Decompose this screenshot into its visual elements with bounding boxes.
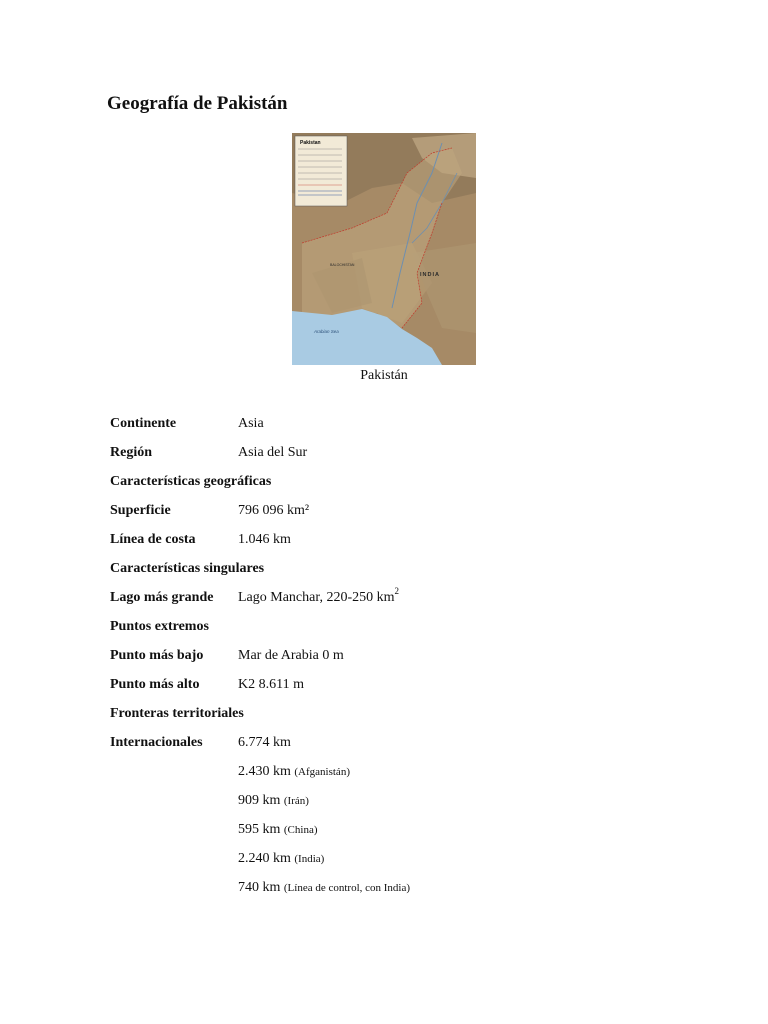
map-label-sea: Arabian Sea [314,329,339,334]
row-value [238,445,307,461]
row-label: Internacionales [110,735,203,750]
table-row [110,764,410,793]
section-heading: Características singulares [110,561,265,576]
table-row [110,586,410,619]
row-label: Lago más grande [110,590,214,605]
section-heading-row [110,561,410,590]
row-value [238,880,410,896]
row-label: Punto más bajo [110,648,204,663]
page-title: Geografía de Pakistán [107,93,288,114]
table-row [110,648,410,677]
section-heading-row [110,474,410,503]
row-value-text: 595 km [238,822,281,837]
row-value-note: (Irán) [283,795,309,807]
row-value-text: 796 096 km² [238,503,310,518]
section-heading: Características geográficas [110,474,272,489]
map-caption: Pakistán [360,368,408,383]
row-value-text: Lago Manchar, 220-250 km [238,590,395,605]
row-value-text: Mar de Arabia 0 m [238,648,344,663]
row-value-text: 2.240 km [238,851,291,866]
row-value-note: (China) [283,824,318,836]
table-row [110,416,410,445]
row-value-text: 909 km [238,793,281,808]
table-row [110,851,410,880]
section-heading-row [110,706,410,735]
map-label-india: INDIA [420,272,440,278]
row-value [238,532,291,548]
row-value [238,735,291,751]
row-value-note: (India) [294,853,325,865]
table-row [110,503,410,532]
section-heading-row [110,619,410,648]
table-row [110,677,410,706]
row-value [238,503,309,519]
table-row [110,880,410,909]
row-value-superscript: 2 [394,586,400,597]
table-row [110,532,410,561]
row-value-text: Asia del Sur [238,445,308,460]
row-value [238,648,344,664]
row-value-text: Asia [238,416,264,431]
table-row [110,822,410,851]
row-value [238,822,318,838]
row-label: Continente [110,416,177,431]
row-value [238,851,324,867]
pakistan-map-image [292,133,476,365]
table-row [110,735,410,764]
geography-table [110,416,410,909]
map-label-balochistan: BALOCHISTAN [330,263,355,267]
section-heading: Fronteras territoriales [110,706,244,721]
row-value [238,764,350,780]
row-value-note: (Línea de control, con India) [283,882,411,894]
table-row [110,445,410,474]
row-value-text: K2 8.611 m [238,677,304,692]
row-value-text: 2.430 km [238,764,291,779]
row-value [238,416,264,432]
map-legend-title: Pakistan [300,140,321,146]
table-row [110,793,410,822]
row-label: Superficie [110,503,171,518]
row-value [238,793,309,809]
row-value-note: (Afganistán) [294,766,350,778]
row-value-text: 6.774 km [238,735,291,750]
row-label: Región [110,445,152,460]
row-value [238,586,400,606]
section-heading: Puntos extremos [110,619,209,634]
row-label: Punto más alto [110,677,200,692]
row-label: Línea de costa [110,532,196,547]
row-value-text: 740 km [238,880,281,895]
row-value [238,677,304,693]
row-value-text: 1.046 km [238,532,291,547]
